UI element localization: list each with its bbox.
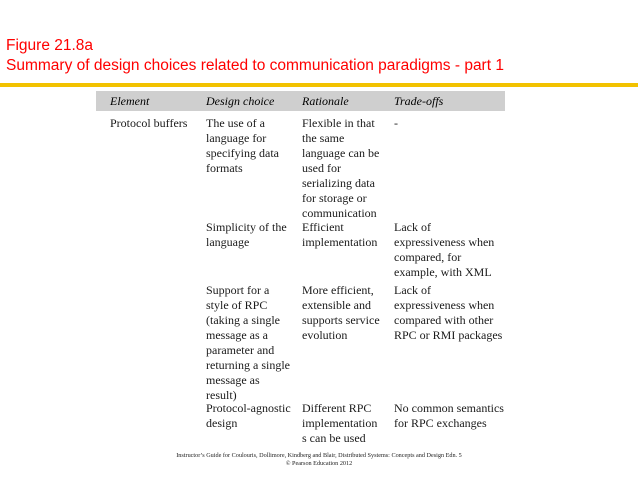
cell-design-choice: The use of a language for specifying data formats (206, 116, 279, 175)
figure-number: Figure 21.8a (6, 37, 94, 54)
cell-tradeoffs: Lack of expressiveness when compared, for example, with XML (394, 220, 495, 279)
header-element: Element (110, 94, 150, 108)
cell-element: Protocol buffers (110, 116, 188, 130)
slide-title (6, 36, 504, 76)
cell-rationale: Different RPC implementation s can be used (302, 401, 378, 445)
cell-tradeoffs: No common semantics for RPC exchanges (394, 401, 504, 430)
table-row (96, 283, 505, 403)
cell-tradeoffs: - (394, 116, 398, 130)
table-row (96, 401, 505, 449)
table-header (96, 91, 505, 111)
cell-rationale: Efficient implementation (302, 220, 378, 249)
footer-copyright: © Pearson Education 2012 (285, 460, 353, 467)
footer-citation: Instructor’s Guide for Coulouris, Dollimore, Kindberg and Blair, Distributed Systems: Concepts and Design Edn. 5 (176, 452, 462, 459)
header-tradeoffs: Trade-offs (394, 94, 444, 108)
cell-tradeoffs: Lack of expressiveness when compared with other RPC or RMI packages (394, 283, 503, 342)
cell-design-choice: Simplicity of the language (206, 220, 287, 249)
title-divider (0, 83, 638, 87)
cell-design-choice: Protocol-agnostic design (206, 401, 291, 430)
table-row (96, 220, 505, 280)
cell-rationale: Flexible in that the same language can be used for serializing data for storage or communication (302, 116, 380, 220)
cell-rationale: More efficient, extensible and supports service evolution (302, 283, 380, 342)
copyright-footer (150, 452, 488, 468)
header-rationale: Rationale (302, 94, 349, 108)
header-design-choice: Design choice (206, 94, 275, 108)
design-choices-table (96, 91, 505, 445)
table-row (96, 116, 505, 220)
figure-caption: Summary of design choices related to communication paradigms - part 1 (6, 57, 504, 74)
cell-design-choice: Support for a style of RPC (taking a single message as a parameter and returning a single message as result) (206, 283, 290, 402)
